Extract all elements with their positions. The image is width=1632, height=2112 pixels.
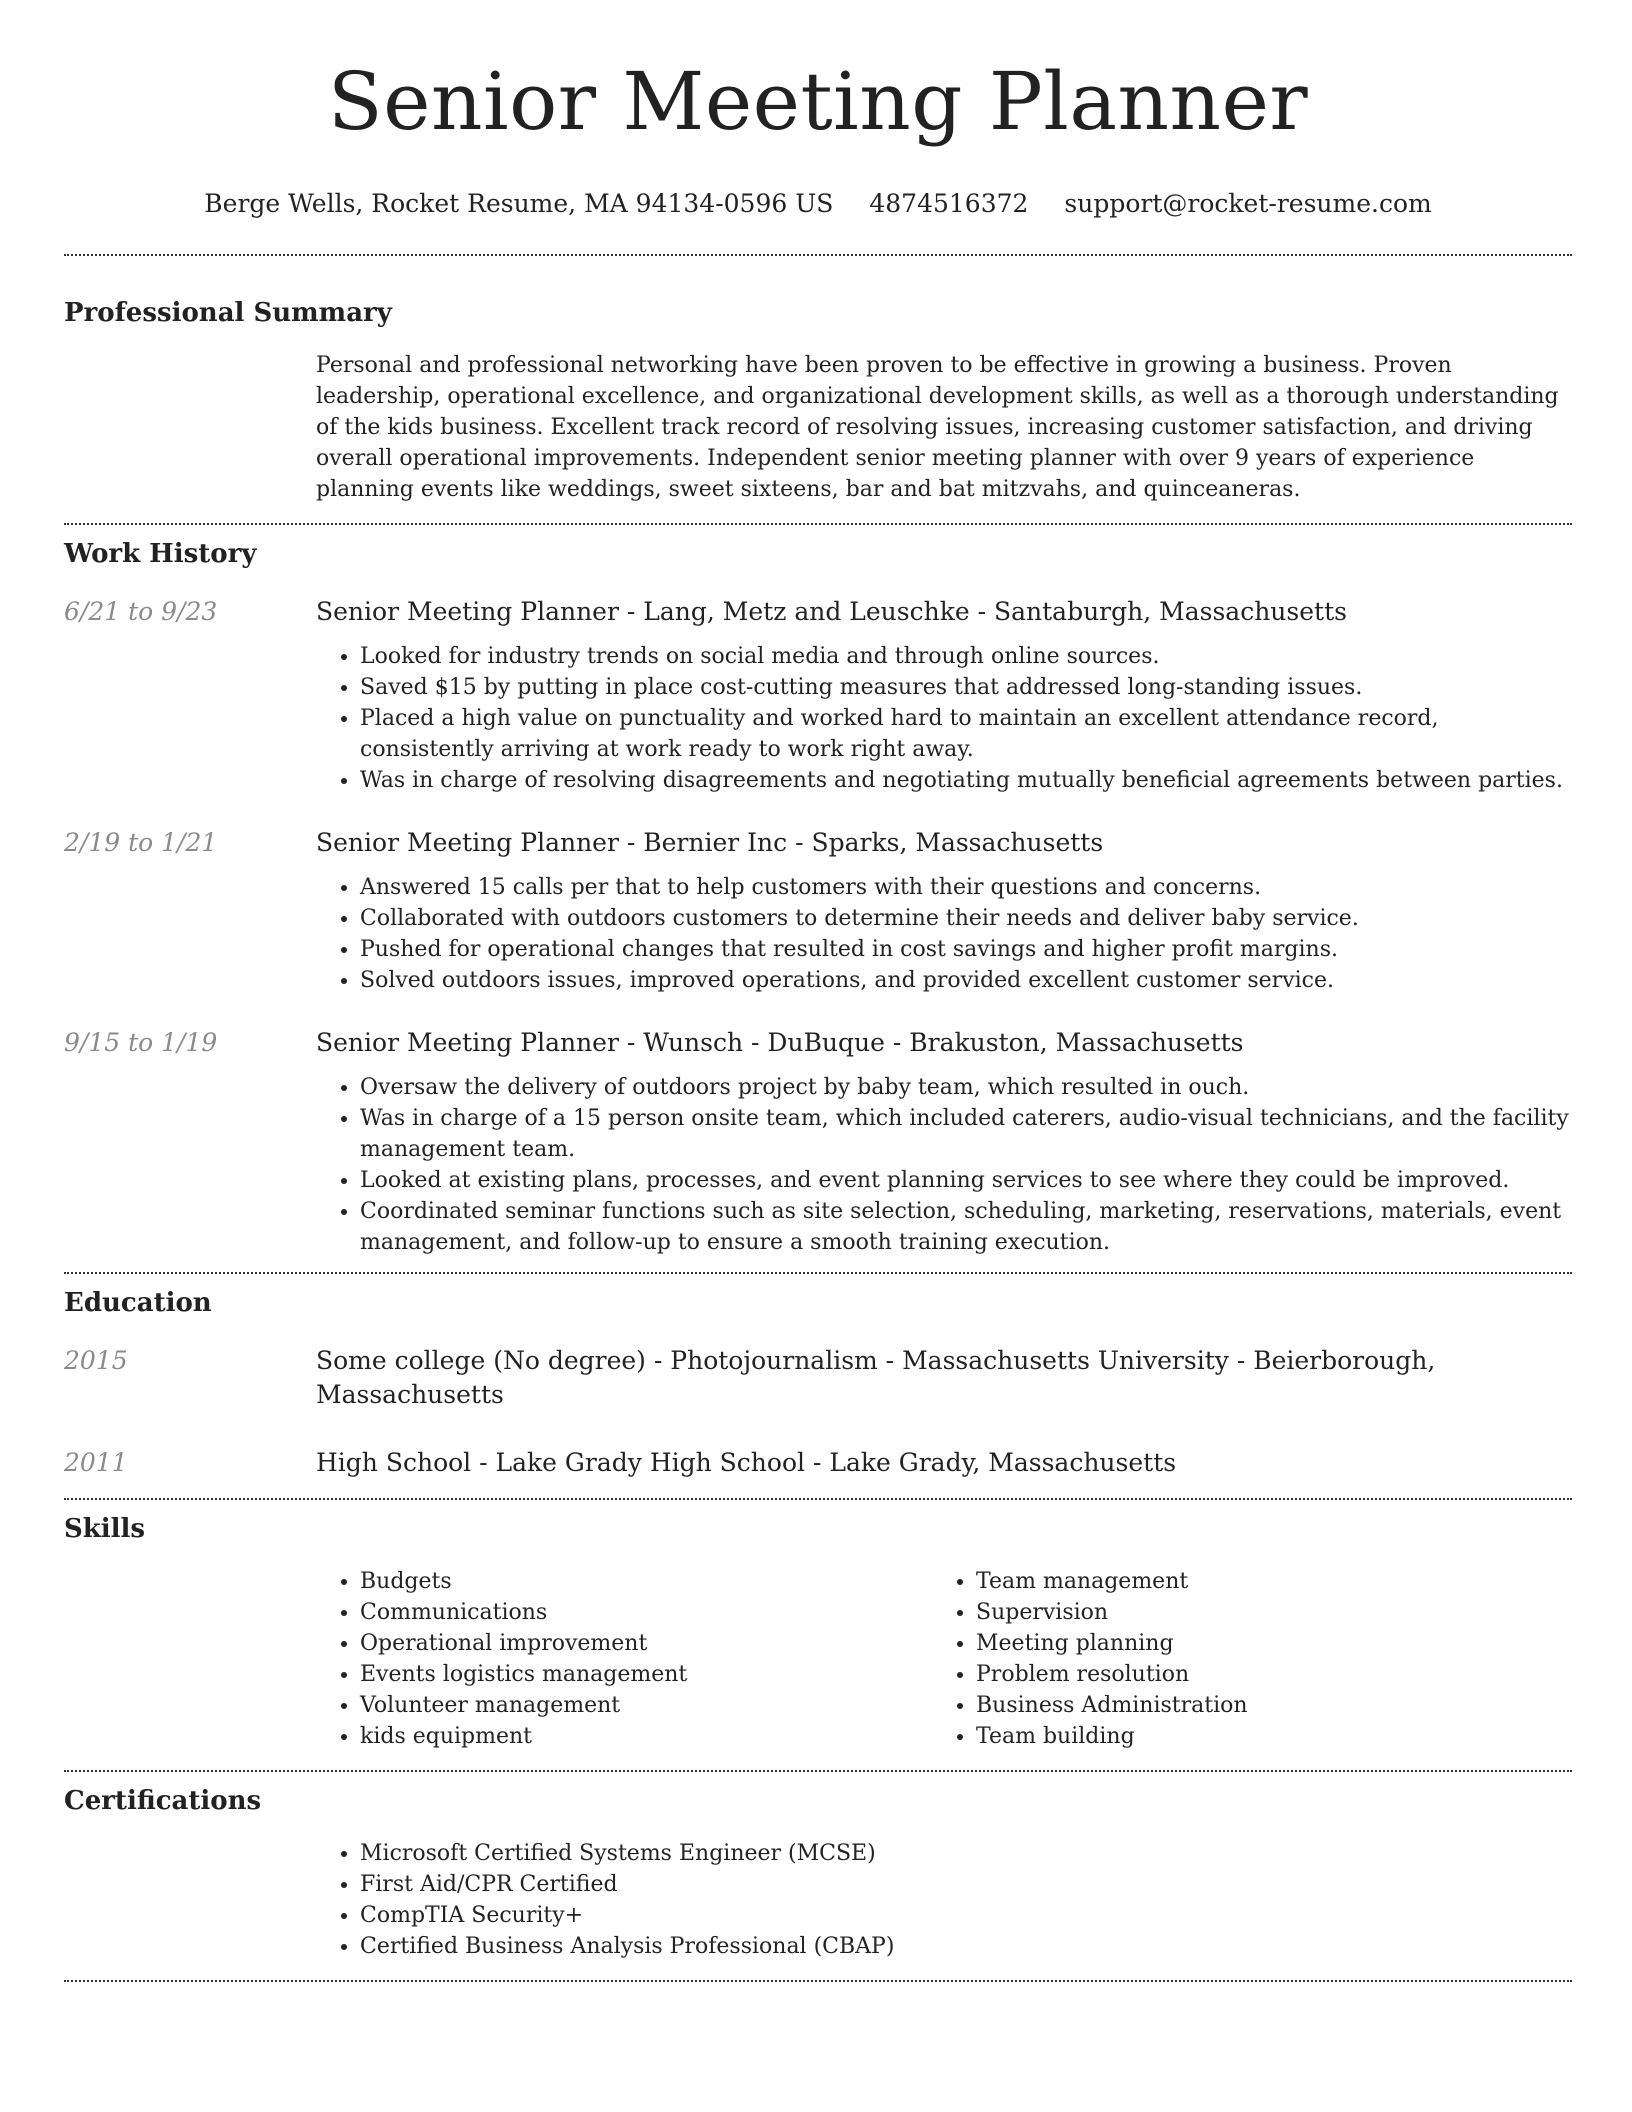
job-body xyxy=(316,826,1572,996)
job-employer: - Wunsch - DuBuque - Brakuston, Massachusetts xyxy=(618,1028,1244,1057)
job-dates: 6/21 to 9/23 xyxy=(64,597,218,626)
skills-grid xyxy=(316,1566,1572,1752)
resume-title: Senior Meeting Planner xyxy=(327,55,1309,148)
skill-item: • Volunteer management xyxy=(360,1690,932,1721)
certifications-list xyxy=(316,1838,1572,1962)
job-entry xyxy=(64,1026,1572,1258)
contact-line xyxy=(64,188,1572,220)
education-year: 2011 xyxy=(64,1448,128,1477)
education-heading xyxy=(316,1344,1572,1412)
job-bullet: • Coordinated seminar functions such as site selection, scheduling, marketing, reservations, materials, event management, and follow-up to ensure a smooth training execution. xyxy=(360,1196,1572,1258)
education-school: - Massachusetts University - Beierborough, Massachusetts xyxy=(316,1346,1436,1409)
job-bullets xyxy=(316,1072,1572,1258)
skill-item: • Team management xyxy=(976,1566,1548,1597)
skill-item: • Business Administration xyxy=(976,1690,1548,1721)
job-bullet: • Answered 15 calls per that to help customers with their questions and concerns. xyxy=(360,872,1572,903)
job-bullet: • Oversaw the delivery of outdoors project by baby team, which resulted in ouch. xyxy=(360,1072,1572,1103)
skill-item: • Meeting planning xyxy=(976,1628,1548,1659)
job-title: Senior Meeting Planner xyxy=(316,828,619,857)
education-year: 2015 xyxy=(64,1346,128,1375)
section-work-history xyxy=(64,537,1572,1258)
skills-column-right xyxy=(932,1566,1548,1752)
skill-item: • Budgets xyxy=(360,1566,932,1597)
job-body xyxy=(316,595,1572,796)
divider xyxy=(64,1272,1572,1274)
summary-text: Personal and professional networking have been proven to be effective in growing a business. Proven leadership, operational excellence, and organizational development skills, as well as a thorough understanding of the kids business. Excellent track record of resolving issues, increasing customer satisfaction, and driving overall operational improvements. Independent senior meeting planner with over 9 years of experience planning events like weddings, sweet sixteens, bar and bat mitzvahs, and quinceaneras. xyxy=(316,353,1559,502)
job-bullet: • Pushed for operational changes that resulted in cost savings and higher profit margins. xyxy=(360,934,1572,965)
section-title-certifications: Certifications xyxy=(64,1786,262,1816)
job-bullet: • Solved outdoors issues, improved operations, and provided excellent customer service. xyxy=(360,965,1572,996)
job-bullet: • Was in charge of a 15 person onsite team, which included caterers, audio-visual technicians, and the facility management team. xyxy=(360,1103,1572,1165)
skill-item: • Team building xyxy=(976,1721,1548,1752)
section-skills xyxy=(64,1512,1572,1752)
certification-item: • Microsoft Certified Systems Engineer (MCSE) xyxy=(360,1838,1572,1869)
job-heading xyxy=(316,826,1572,860)
divider xyxy=(64,1980,1572,1982)
skills-column-left xyxy=(316,1566,932,1752)
job-bullet: • Was in charge of resolving disagreements and negotiating mutually beneficial agreements between parties. xyxy=(360,765,1572,796)
resume-page xyxy=(64,0,1572,1982)
job-bullets xyxy=(316,872,1572,996)
contact-phone[interactable]: 4874516372 xyxy=(869,189,1029,218)
job-dates: 9/15 to 1/19 xyxy=(64,1028,218,1057)
job-bullet: • Saved $15 by putting in place cost-cutting measures that addressed long-standing issues. xyxy=(360,672,1572,703)
education-degree: High School xyxy=(316,1448,472,1477)
education-school: - Lake Grady High School - Lake Grady, Massachusetts xyxy=(471,1448,1177,1477)
skill-item: • Supervision xyxy=(976,1597,1548,1628)
job-employer: - Lang, Metz and Leuschke - Santaburgh, Massachusetts xyxy=(618,597,1347,626)
job-bullet: • Looked for industry trends on social media and through online sources. xyxy=(360,641,1572,672)
section-title-work-history: Work History xyxy=(64,539,257,569)
section-title-skills: Skills xyxy=(64,1514,146,1544)
certification-item: • Certified Business Analysis Professional (CBAP) xyxy=(360,1931,1572,1962)
contact-email[interactable]: support@rocket-resume.com xyxy=(1064,189,1432,218)
job-entry xyxy=(64,826,1572,996)
education-entry xyxy=(64,1344,1572,1412)
job-title: Senior Meeting Planner xyxy=(316,597,619,626)
divider xyxy=(64,523,1572,525)
skill-item: • Problem resolution xyxy=(976,1659,1548,1690)
skill-item: • Communications xyxy=(360,1597,932,1628)
job-body xyxy=(316,1026,1572,1258)
job-heading xyxy=(316,1026,1572,1060)
skill-item: • Events logistics management xyxy=(360,1659,932,1690)
section-summary xyxy=(64,296,1572,505)
job-bullet: • Placed a high value on punctuality and worked hard to maintain an excellent attendance record, consistently arriving at work ready to work right away. xyxy=(360,703,1572,765)
education-heading xyxy=(316,1446,1572,1480)
certification-item: • CompTIA Security+ xyxy=(360,1900,1572,1931)
job-title: Senior Meeting Planner xyxy=(316,1028,619,1057)
divider xyxy=(64,254,1572,256)
job-dates: 2/19 to 1/21 xyxy=(64,828,218,857)
certification-item: • First Aid/CPR Certified xyxy=(360,1869,1572,1900)
job-bullet: • Collaborated with outdoors customers to determine their needs and deliver baby service. xyxy=(360,903,1572,934)
divider xyxy=(64,1770,1572,1772)
section-title-summary: Professional Summary xyxy=(64,298,392,328)
skill-item: • kids equipment xyxy=(360,1721,932,1752)
job-bullets xyxy=(316,641,1572,796)
job-bullet: • Looked at existing plans, processes, and event planning services to see where they could be improved. xyxy=(360,1165,1572,1196)
job-heading xyxy=(316,595,1572,629)
education-entry xyxy=(64,1446,1572,1480)
contact-address: Berge Wells, Rocket Resume, MA 94134-0596 US xyxy=(204,189,834,218)
section-education xyxy=(64,1286,1572,1480)
skill-item: • Operational improvement xyxy=(360,1628,932,1659)
divider xyxy=(64,1498,1572,1500)
section-certifications xyxy=(64,1784,1572,1962)
certifications-bullets xyxy=(316,1838,1572,1962)
education-degree: Some college (No degree) - Photojournalism xyxy=(316,1346,878,1375)
section-title-education: Education xyxy=(64,1288,212,1318)
job-employer: - Bernier Inc - Sparks, Massachusetts xyxy=(618,828,1104,857)
job-entry xyxy=(64,595,1572,796)
